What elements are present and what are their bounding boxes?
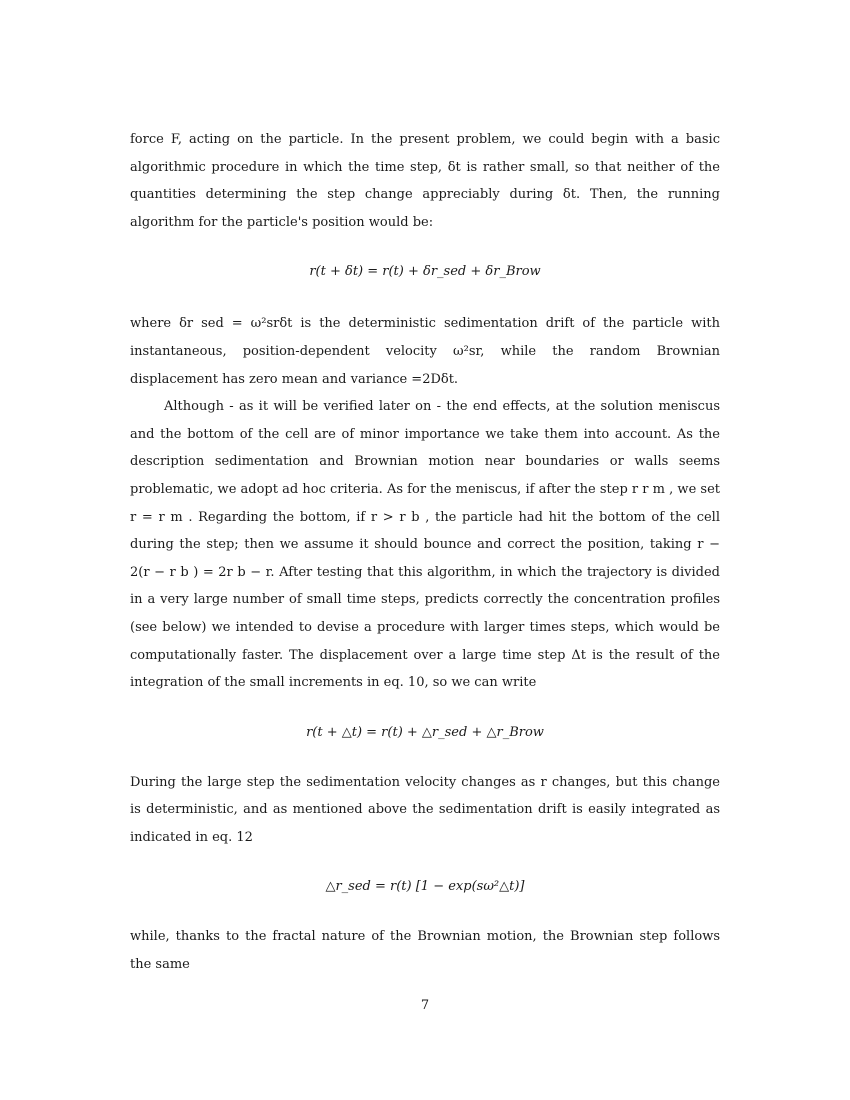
page-number: 7	[420, 998, 430, 1013]
paragraph-1-text: force F, acting on the particle. In the present problem, we could begin with a basic algorithmic procedure in which the time step, δt is rather small, so that neither of the quantities determining the step change appreciably during δt. Then, the running algorithm for the particle's position would be:	[130, 132, 720, 230]
equation-1-text: r(t + δt) = r(t) + δr_sed + δr_Brow	[309, 264, 541, 280]
paragraph-4	[130, 769, 720, 852]
equation-1	[130, 262, 720, 282]
paragraph-3-text: Although - as it will be verified later on - the end effects, at the solution meniscus and the bottom of the cell are of minor importance we take them into account. As the description sedimentation and Brownian motion near boundaries or walls seems problematic, we adopt ad hoc criteria. As for the meniscus, if after the step r r m , we set r = r m . Regarding the bottom, if r > r b , the particle had hit the bottom of the cell during the step; then we assume it should bounce and correct the position, taking r − 2(r − r b ) = 2r b − r. After testing that this algorithm, in which the trajectory is divided in a very large number of small time steps, predicts correctly the concentration profiles (see below) we intended to devise a procedure with larger times steps, which would be computationally faster. The displacement over a large time step Δt is the result of the integration of the small increments in eq. 10, so we can write	[130, 399, 720, 691]
paragraph-1	[130, 126, 720, 236]
paragraph-3	[130, 393, 720, 697]
paragraph-5-text: while, thanks to the fractal nature of the Brownian motion, the Brownian step follows the same	[130, 929, 720, 973]
paragraph-2	[130, 310, 720, 393]
equation-3-text: △r_sed = r(t) [1 − exp(sω²△t)]	[325, 879, 525, 895]
paragraph-2-text: where δr sed = ω²srδt is the deterministic sedimentation drift of the particle with instantaneous, position-dependent velocity ω²sr, while the random Brownian displacement has zero mean and variance =2Dδt.	[130, 316, 720, 387]
paragraph-5	[130, 923, 720, 978]
equation-2	[130, 723, 720, 743]
equation-2-text: r(t + △t) = r(t) + △r_sed + △r_Brow	[306, 724, 544, 740]
paragraph-4-text: During the large step the sedimentation velocity changes as r changes, but this change is deterministic, and as mentioned above the sedimentation drift is easily integrated as indicated in eq. 12	[130, 774, 720, 845]
equation-3	[130, 877, 720, 897]
page-body	[130, 126, 720, 979]
